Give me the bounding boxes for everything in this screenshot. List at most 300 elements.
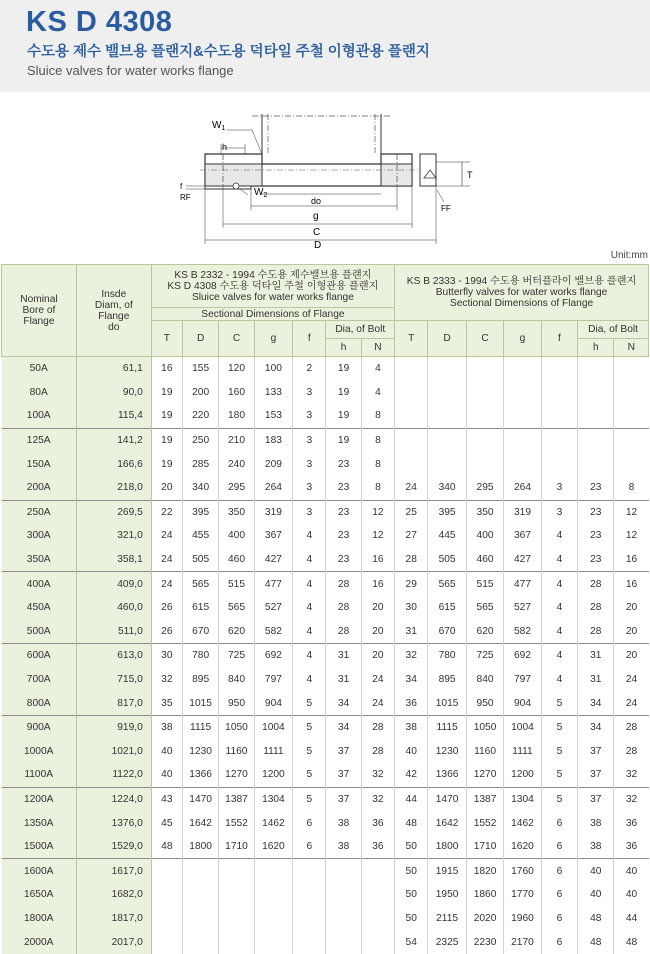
table-cell <box>578 357 614 381</box>
table-cell <box>151 907 182 931</box>
table-cell: 37 <box>578 763 614 787</box>
table-cell: 8 <box>361 476 394 500</box>
table-cell: 725 <box>466 644 503 668</box>
table-cell: 209 <box>254 452 292 476</box>
table-cell: 4 <box>541 524 577 548</box>
table-cell: 1552 <box>219 811 254 835</box>
table-cell: 40 <box>395 740 428 764</box>
table-cell: 31 <box>326 668 361 692</box>
table-cell: 840 <box>466 668 503 692</box>
table-cell: 45 <box>151 811 182 835</box>
table-cell <box>326 883 361 907</box>
col-T-right: T <box>395 321 428 357</box>
inside-diam-cell: 141,2 <box>76 428 151 452</box>
table-cell: 23 <box>578 476 614 500</box>
table-cell: 895 <box>182 668 218 692</box>
inside-diam-cell: 1376,0 <box>76 811 151 835</box>
table-cell: 2230 <box>466 930 503 954</box>
table-cell <box>504 357 541 381</box>
table-cell: 840 <box>219 668 254 692</box>
table-cell: 367 <box>254 524 292 548</box>
nominal-bore-cell: 900A <box>2 715 77 739</box>
table-cell: 3 <box>293 452 326 476</box>
table-cell: 780 <box>428 644 466 668</box>
table-cell: 22 <box>151 500 182 524</box>
table-cell: 23 <box>578 524 614 548</box>
table-cell <box>361 883 394 907</box>
table-cell <box>395 428 428 452</box>
table-cell: 38 <box>578 811 614 835</box>
col-f: f <box>293 321 326 357</box>
table-cell: 48 <box>614 930 649 954</box>
inside-diam-cell: 460,0 <box>76 596 151 620</box>
table-cell: 670 <box>182 620 218 644</box>
table-cell: 5 <box>541 787 577 811</box>
table-cell <box>614 428 649 452</box>
row-group <box>2 572 649 644</box>
nominal-bore-cell: 1500A <box>2 835 77 859</box>
table-cell: 615 <box>428 596 466 620</box>
table-cell: 12 <box>614 524 649 548</box>
table-cell <box>504 381 541 405</box>
table-cell: 48 <box>578 930 614 954</box>
table-row <box>2 787 649 811</box>
table-cell: 264 <box>254 476 292 500</box>
table-cell: 20 <box>151 476 182 500</box>
table-cell: 180 <box>219 404 254 428</box>
table-cell <box>614 404 649 428</box>
table-cell: 24 <box>151 548 182 572</box>
table-cell: 26 <box>151 620 182 644</box>
table-cell: 155 <box>182 357 218 381</box>
table-cell: 445 <box>428 524 466 548</box>
table-cell: 582 <box>504 620 541 644</box>
table-cell: 505 <box>428 548 466 572</box>
table-cell: 20 <box>361 596 394 620</box>
table-cell: 620 <box>219 620 254 644</box>
table-cell: 515 <box>219 572 254 596</box>
nominal-bore-cell: 1600A <box>2 859 77 883</box>
table-cell: 23 <box>326 548 361 572</box>
nominal-bore-cell: 1800A <box>2 907 77 931</box>
table-cell: 565 <box>182 572 218 596</box>
table-row <box>2 715 649 739</box>
table-cell: 797 <box>254 668 292 692</box>
table-row <box>2 668 649 692</box>
table-cell: 460 <box>466 548 503 572</box>
table-cell: 24 <box>361 691 394 715</box>
table-cell: 5 <box>541 715 577 739</box>
table-cell: 31 <box>326 644 361 668</box>
table-cell: 34 <box>326 691 361 715</box>
table-cell: 1860 <box>466 883 503 907</box>
nominal-bore-cell: 250A <box>2 500 77 524</box>
row-group <box>2 428 649 500</box>
table-cell: 1770 <box>504 883 541 907</box>
table-cell: 32 <box>151 668 182 692</box>
korean-subtitle: 수도용 제수 밸브용 플랜지&수도용 덕타일 주철 이형관용 플랜지 <box>27 44 430 60</box>
table-cell: 40 <box>614 859 649 883</box>
table-cell: 38 <box>578 835 614 859</box>
table-cell: 2020 <box>466 907 503 931</box>
table-cell: 725 <box>219 644 254 668</box>
table-cell: 37 <box>578 740 614 764</box>
table-cell: 5 <box>541 740 577 764</box>
table-row <box>2 381 649 405</box>
table-cell: 35 <box>151 691 182 715</box>
inside-diam-cell: 115,4 <box>76 404 151 428</box>
nominal-bore-cell: 300A <box>2 524 77 548</box>
table-cell: 8 <box>361 452 394 476</box>
table-row <box>2 691 649 715</box>
table-cell: 200 <box>182 381 218 405</box>
table-cell <box>466 357 503 381</box>
c-label: C <box>313 227 321 238</box>
table-cell: 36 <box>361 811 394 835</box>
table-cell: 4 <box>293 524 326 548</box>
table-cell: 29 <box>395 572 428 596</box>
table-cell <box>293 859 326 883</box>
table-cell <box>466 452 503 476</box>
table-cell: 319 <box>504 500 541 524</box>
flange-section-drawing <box>0 92 650 262</box>
table-cell: 895 <box>428 668 466 692</box>
unit-label: Unit:mm <box>610 250 648 261</box>
inside-diam-cell: 321,0 <box>76 524 151 548</box>
table-cell: 48 <box>578 907 614 931</box>
table-cell: 5 <box>541 691 577 715</box>
table-cell: 40 <box>578 859 614 883</box>
table-cell: 400 <box>219 524 254 548</box>
table-cell: 427 <box>254 548 292 572</box>
table-cell: 4 <box>361 357 394 381</box>
table-cell: 1366 <box>182 763 218 787</box>
t-label: T <box>467 170 473 180</box>
table-cell: 582 <box>254 620 292 644</box>
table-cell: 37 <box>326 740 361 764</box>
dia-bolt-header: Dia, of Bolt <box>326 321 395 339</box>
table-cell: 19 <box>326 428 361 452</box>
table-cell: 19 <box>151 428 182 452</box>
table-cell: 23 <box>326 500 361 524</box>
table-cell: 54 <box>395 930 428 954</box>
table-cell: 4 <box>293 620 326 644</box>
table-cell: 19 <box>151 404 182 428</box>
nominal-bore-cell: 1000A <box>2 740 77 764</box>
table-cell: 670 <box>428 620 466 644</box>
table-cell <box>326 859 361 883</box>
inside-diam-cell: 613,0 <box>76 644 151 668</box>
table-cell <box>395 452 428 476</box>
table-cell: 395 <box>182 500 218 524</box>
table-cell: 615 <box>182 596 218 620</box>
table-cell: 3 <box>293 500 326 524</box>
table-cell: 44 <box>395 787 428 811</box>
inside-diam-cell: 218,0 <box>76 476 151 500</box>
table-cell: 6 <box>541 811 577 835</box>
table-cell: 1015 <box>182 691 218 715</box>
table-cell: 1160 <box>219 740 254 764</box>
table-cell: 31 <box>395 620 428 644</box>
table-cell: 692 <box>254 644 292 668</box>
table-cell: 1015 <box>428 691 466 715</box>
table-cell: 565 <box>219 596 254 620</box>
table-cell: 395 <box>428 500 466 524</box>
table-cell: 43 <box>151 787 182 811</box>
table-cell: 40 <box>151 763 182 787</box>
table-cell: 1200 <box>254 763 292 787</box>
table-cell <box>614 357 649 381</box>
table-cell <box>182 930 218 954</box>
table-cell: 5 <box>293 691 326 715</box>
inside-diam-cell: 166,6 <box>76 452 151 476</box>
table-cell: 477 <box>504 572 541 596</box>
table-cell: 6 <box>541 907 577 931</box>
table-cell: 527 <box>504 596 541 620</box>
table-cell: 16 <box>151 357 182 381</box>
table-cell: 4 <box>361 381 394 405</box>
table-cell: 50 <box>395 835 428 859</box>
table-row <box>2 524 649 548</box>
col-N-right: N <box>614 339 649 357</box>
table-cell: 34 <box>578 715 614 739</box>
table-cell: 24 <box>395 476 428 500</box>
table-cell: 32 <box>395 644 428 668</box>
table-cell: 23 <box>326 524 361 548</box>
table-cell: 340 <box>182 476 218 500</box>
svg-text:W2 <box>254 187 267 199</box>
f-label: f <box>180 182 183 191</box>
table-cell: 1800 <box>182 835 218 859</box>
table-cell: 1230 <box>428 740 466 764</box>
table-cell <box>541 428 577 452</box>
table-row <box>2 740 649 764</box>
table-cell: 1470 <box>182 787 218 811</box>
table-cell: 24 <box>614 668 649 692</box>
table-cell: 565 <box>428 572 466 596</box>
table-cell: 3 <box>541 500 577 524</box>
col-h-right: h <box>578 339 614 357</box>
inside-diam-cell: 1682,0 <box>76 883 151 907</box>
table-cell: 950 <box>219 691 254 715</box>
inside-diam-cell: 90,0 <box>76 381 151 405</box>
nominal-bore-cell: 400A <box>2 572 77 596</box>
table-cell: 6 <box>541 835 577 859</box>
inside-diam-cell: 409,0 <box>76 572 151 596</box>
table-cell: 133 <box>254 381 292 405</box>
table-cell <box>428 428 466 452</box>
table-cell: 24 <box>614 691 649 715</box>
table-cell: 210 <box>219 428 254 452</box>
table-cell: 48 <box>395 811 428 835</box>
table-cell: 6 <box>293 835 326 859</box>
table-cell: 797 <box>504 668 541 692</box>
row-group <box>2 357 649 429</box>
inside-diam-cell: 817,0 <box>76 691 151 715</box>
table-cell <box>182 883 218 907</box>
table-cell: 50 <box>395 907 428 931</box>
table-cell: 30 <box>395 596 428 620</box>
table-cell: 1115 <box>428 715 466 739</box>
table-cell <box>326 930 361 954</box>
table-cell: 4 <box>541 548 577 572</box>
table-cell: 1200 <box>504 763 541 787</box>
table-cell: 477 <box>254 572 292 596</box>
table-cell: 28 <box>361 715 394 739</box>
table-cell: 32 <box>614 763 649 787</box>
table-cell: 42 <box>395 763 428 787</box>
inside-diam-cell: 1617,0 <box>76 859 151 883</box>
table-cell: 264 <box>504 476 541 500</box>
flange-dimension-table <box>1 264 649 954</box>
col-g: g <box>254 321 292 357</box>
table-cell: 295 <box>466 476 503 500</box>
table-cell: 34 <box>578 691 614 715</box>
nominal-bore-cell: 1200A <box>2 787 77 811</box>
table-cell: 4 <box>541 596 577 620</box>
table-row <box>2 452 649 476</box>
table-cell: 515 <box>466 572 503 596</box>
table-cell: 6 <box>541 859 577 883</box>
nominal-bore-cell: 2000A <box>2 930 77 954</box>
table-cell: 3 <box>293 381 326 405</box>
table-cell: 38 <box>151 715 182 739</box>
table-cell: 1115 <box>182 715 218 739</box>
table-cell: 8 <box>361 428 394 452</box>
table-cell <box>254 859 292 883</box>
table-cell <box>614 452 649 476</box>
inside-diam-cell: 1021,0 <box>76 740 151 764</box>
table-cell: 1387 <box>466 787 503 811</box>
table-cell: 319 <box>254 500 292 524</box>
table-cell: 28 <box>578 596 614 620</box>
table-cell: 34 <box>326 715 361 739</box>
nominal-bore-cell: 1350A <box>2 811 77 835</box>
table-cell: 5 <box>293 740 326 764</box>
inside-diam-cell: 1529,0 <box>76 835 151 859</box>
table-cell: 904 <box>504 691 541 715</box>
table-cell: 1111 <box>254 740 292 764</box>
table-cell: 1004 <box>504 715 541 739</box>
table-cell: 5 <box>293 763 326 787</box>
nominal-bore-cell: 700A <box>2 668 77 692</box>
table-cell: 1050 <box>219 715 254 739</box>
nominal-bore-cell: 125A <box>2 428 77 452</box>
col-C-right: C <box>466 321 503 357</box>
ff-label: FF <box>441 204 451 213</box>
table-cell: 3 <box>541 476 577 500</box>
table-cell: 1620 <box>504 835 541 859</box>
table-cell <box>293 907 326 931</box>
table-cell: 32 <box>614 787 649 811</box>
table-cell: 4 <box>293 668 326 692</box>
table-cell <box>541 357 577 381</box>
table-cell: 692 <box>504 644 541 668</box>
table-cell <box>219 859 254 883</box>
rf-label: RF <box>180 193 191 202</box>
dia-bolt-header-right: Dia, of Bolt <box>578 321 649 339</box>
table-cell: 4 <box>541 620 577 644</box>
table-cell: 427 <box>504 548 541 572</box>
table-cell: 28 <box>326 596 361 620</box>
table-cell: 16 <box>361 548 394 572</box>
table-cell: 28 <box>578 620 614 644</box>
table-cell: 8 <box>361 404 394 428</box>
table-cell: 19 <box>326 404 361 428</box>
table-cell: 4 <box>541 644 577 668</box>
table-cell: 250 <box>182 428 218 452</box>
table-cell: 2 <box>293 357 326 381</box>
table-cell: 28 <box>326 620 361 644</box>
table-cell: 38 <box>395 715 428 739</box>
table-row <box>2 930 649 954</box>
table-cell: 153 <box>254 404 292 428</box>
table-cell: 285 <box>182 452 218 476</box>
table-cell: 23 <box>326 476 361 500</box>
table-cell <box>326 907 361 931</box>
table-cell: 1960 <box>504 907 541 931</box>
table-cell: 340 <box>428 476 466 500</box>
table-cell: 1620 <box>254 835 292 859</box>
table-cell: 12 <box>361 524 394 548</box>
table-cell: 40 <box>151 740 182 764</box>
table-cell: 2325 <box>428 930 466 954</box>
table-cell <box>466 404 503 428</box>
w1-subscript: 1 <box>221 125 226 132</box>
table-cell: 1552 <box>466 811 503 835</box>
w2-label: W <box>254 187 264 198</box>
table-cell: 1470 <box>428 787 466 811</box>
table-row <box>2 404 649 428</box>
table-cell <box>578 428 614 452</box>
table-cell: 28 <box>614 715 649 739</box>
table-cell: 1710 <box>219 835 254 859</box>
table-cell <box>614 381 649 405</box>
table-cell: 24 <box>151 524 182 548</box>
table-cell <box>541 404 577 428</box>
table-cell <box>182 907 218 931</box>
nominal-bore-cell: 600A <box>2 644 77 668</box>
table-cell <box>504 404 541 428</box>
table-cell: 120 <box>219 357 254 381</box>
table-cell: 1950 <box>428 883 466 907</box>
table-cell <box>254 907 292 931</box>
nominal-bore-cell: 200A <box>2 476 77 500</box>
table-cell: 40 <box>614 883 649 907</box>
inside-diam-cell: 715,0 <box>76 668 151 692</box>
table-row <box>2 859 649 883</box>
table-cell <box>151 883 182 907</box>
do-label: do <box>311 196 322 206</box>
table-cell: 20 <box>614 596 649 620</box>
table-cell: 44 <box>614 907 649 931</box>
table-cell <box>361 859 394 883</box>
table-cell: 1270 <box>466 763 503 787</box>
table-cell: 24 <box>361 668 394 692</box>
table-cell: 4 <box>541 572 577 596</box>
nominal-bore-cell: 800A <box>2 691 77 715</box>
col-D: D <box>182 321 218 357</box>
table-cell: 100 <box>254 357 292 381</box>
table-cell <box>395 404 428 428</box>
table-row <box>2 644 649 668</box>
table-cell: 31 <box>578 668 614 692</box>
table-cell: 4 <box>293 596 326 620</box>
sluice-section-header: Sectional Dimensions of Flange <box>151 308 394 321</box>
table-cell: 16 <box>361 572 394 596</box>
table-cell <box>151 859 182 883</box>
row-group <box>2 715 649 787</box>
